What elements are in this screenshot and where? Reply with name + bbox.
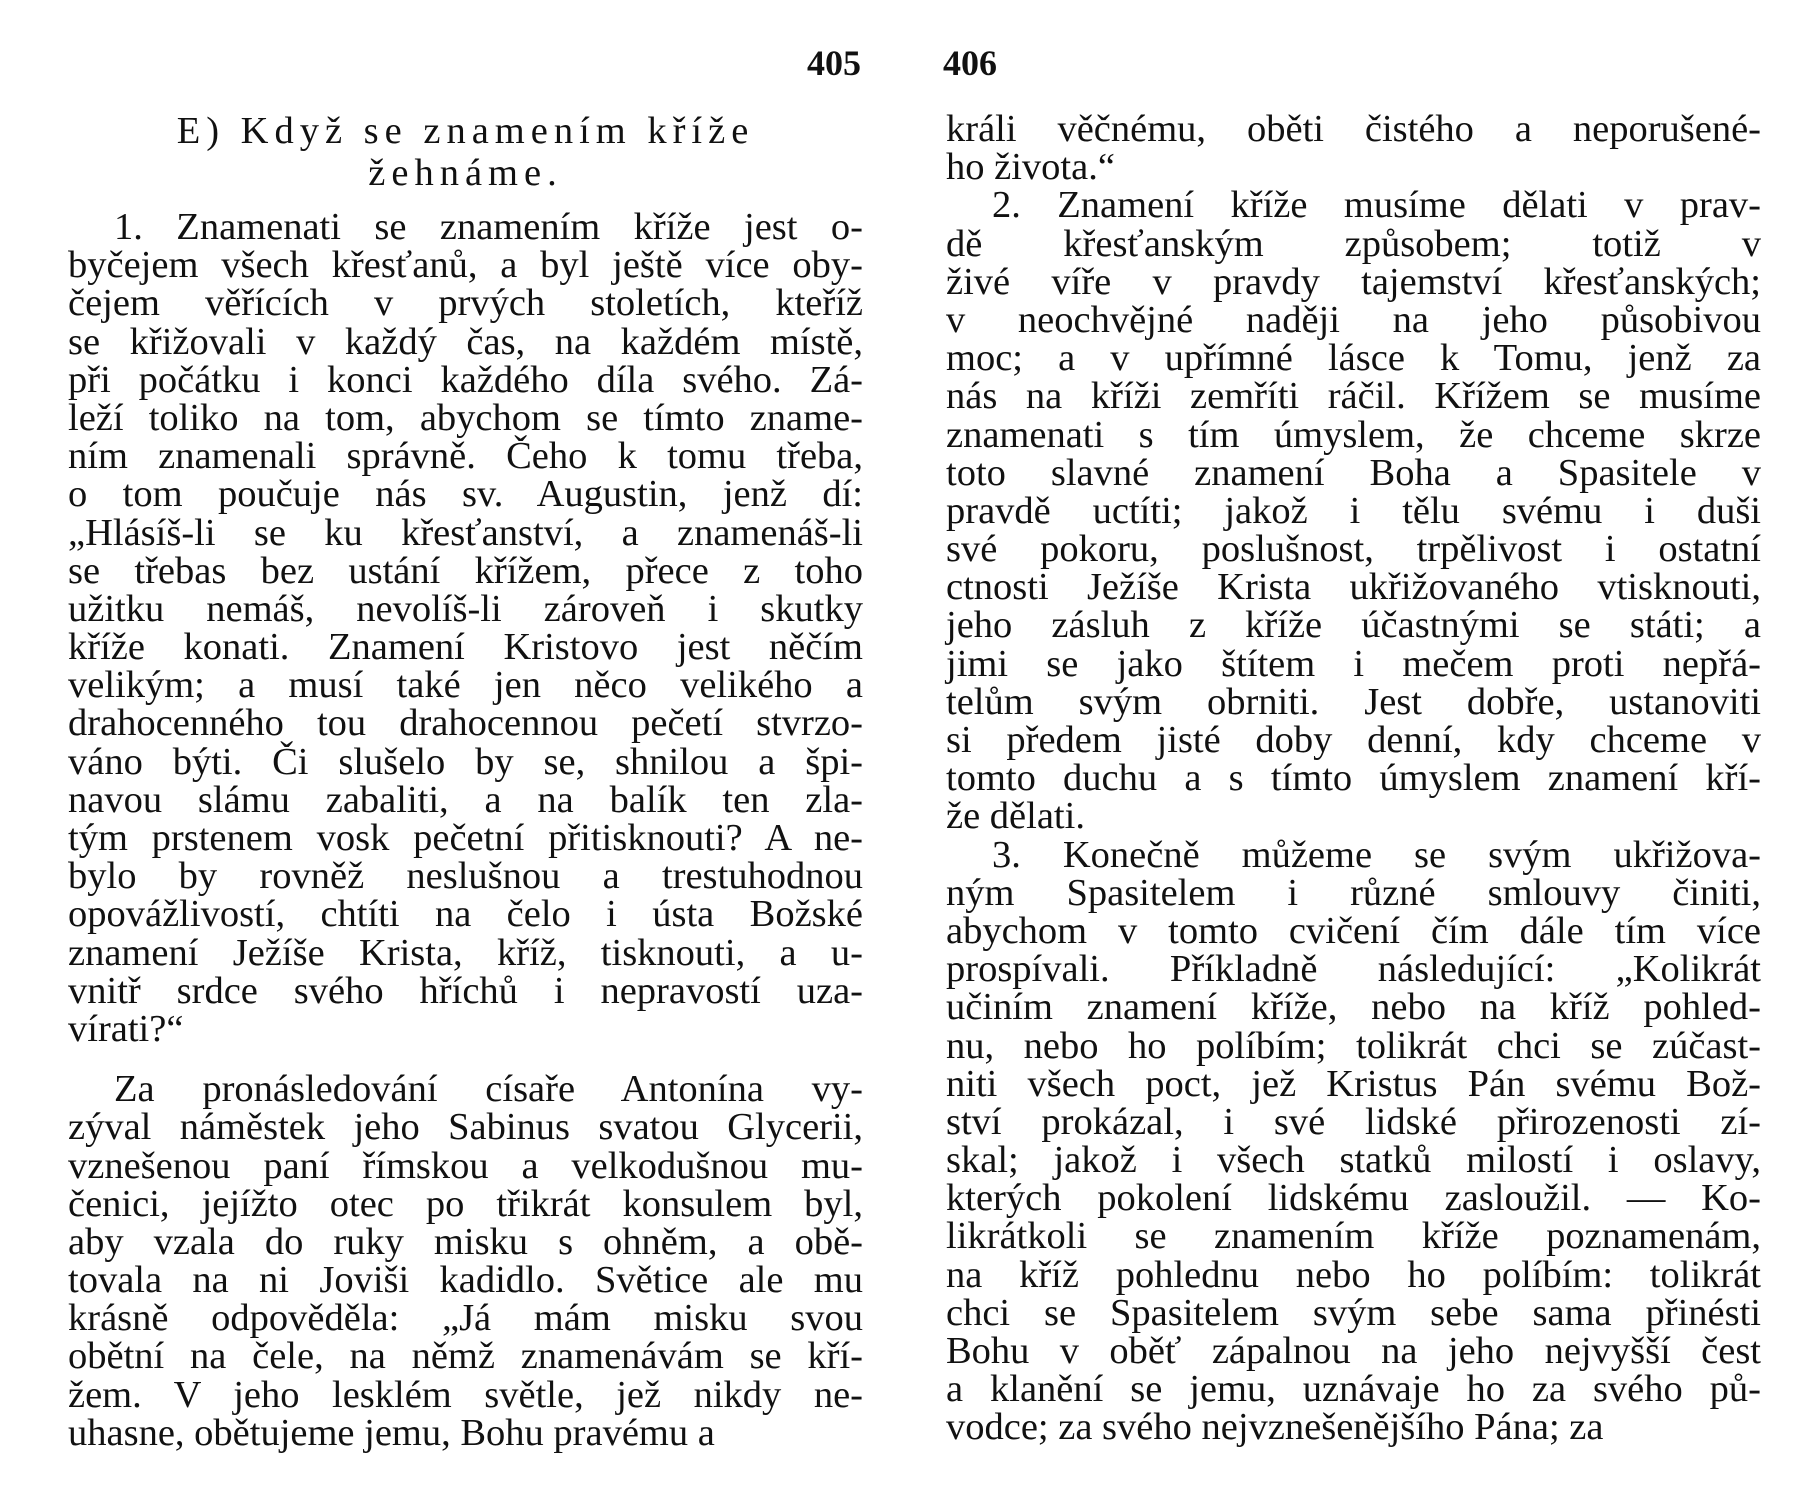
text-line: dě křesťanským způsobem; totiž v [946, 222, 1761, 265]
paragraph [946, 108, 1761, 189]
text-line: čenici, jejížto otec po třikrát konsulem byl, [68, 1182, 863, 1225]
text-line: vznešenou paní římskou a velkodušnou mu- [68, 1144, 863, 1187]
text-line: žem. V jeho lesklém světle, jež nikdy ne- [68, 1373, 863, 1416]
text-line: se třebas bez ustání křížem, přece z toho [68, 549, 863, 592]
page-number: 405 [807, 43, 861, 83]
text-line: Bohu v oběť zápalnou na jeho nejvyšší čest [946, 1330, 1761, 1372]
text-line: Za pronásledování císaře Antonína vy- [114, 1068, 863, 1111]
text-line: znamení Ježíše Krista, kříž, tisknouti, a u- [68, 931, 863, 974]
paragraph [946, 833, 1761, 1449]
paragraph [68, 208, 863, 1048]
text-line: ním znamenali správně. Čeho k tomu třeba, [68, 435, 863, 478]
text-line: o tom poučuje nás sv. Augustin, jenž dí: [68, 473, 863, 516]
text-line: toto slavné znamení Boha a Spasitele v [946, 451, 1761, 494]
left-text-column [68, 110, 863, 1452]
text-line: moc; a v upřímné lásce k Tomu, jenž za [946, 337, 1761, 380]
text-line: prospívali. Příkladně následující: „Kolikrát [946, 948, 1761, 991]
text-line: niti všech poct, jež Kristus Pán svému Bož- [946, 1062, 1761, 1105]
text-line: drahocenného tou drahocennou pečetí stvrzo- [68, 702, 863, 745]
text-line: ným Spasitelem i různé smlouvy činiti, [946, 871, 1761, 914]
text-line: a klanění se jemu, uznávaje ho za svého pů- [946, 1368, 1761, 1411]
text-line: nu, nebo ho políbím; tolikrát chci se zúčast- [946, 1024, 1761, 1067]
text-line: pravdě uctíti; jakož i tělu svému i duši [946, 489, 1761, 532]
text-line: na kříž pohlednu nebo ho políbím: tolikrát [946, 1253, 1761, 1296]
text-line: opovážlivostí, chtíti na čelo i ústa Božské [68, 893, 863, 936]
text-line: živé víře v pravdy tajemství křesťanských; [946, 260, 1761, 303]
text-line: králi věčnému, oběti čistého a neporušené- [946, 108, 1761, 150]
text-line: uhasne, obětujeme jemu, Bohu pravému a [68, 1411, 715, 1454]
text-line: při počátku i konci každého díla svého. Zá- [68, 358, 863, 401]
text-line: jimi se jako štítem i mečem proti nepřá- [946, 642, 1761, 685]
left-body-text [68, 208, 863, 1452]
text-line: ctnosti Ježíše Krista ukřižovaného vtisknouti, [946, 566, 1761, 609]
text-line: leží toliko na tom, abychom se tímto zname- [68, 396, 863, 439]
text-line: učiním znamení kříže, nebo na kříž pohled- [946, 986, 1761, 1029]
text-line: tým prstenem vosk pečetní přitisknouti? A ne- [68, 817, 863, 859]
text-line: ství prokázal, i své lidské přirozenosti zí- [946, 1100, 1761, 1143]
text-line: skal; jakož i všech statků milostí i oslavy, [946, 1139, 1761, 1182]
section-heading-line-2: žehnáme. [368, 152, 563, 194]
text-line: telům svým obrniti. Jest dobře, ustanoviti [946, 680, 1761, 723]
text-line: své pokoru, poslušnost, trpělivost i ostatní [946, 528, 1761, 571]
text-line: likrátkoli se znamením kříže poznamenám, [946, 1215, 1761, 1258]
text-line: vnitř srdce svého hříchů i nepravostí uza- [68, 969, 863, 1012]
text-line: užitku nemáš, nevolíš-li zároveň i skutky [68, 587, 863, 630]
text-line: vírati?“ [68, 1007, 184, 1050]
text-line: tomto duchu a s tímto úmyslem znamení kří- [946, 757, 1761, 800]
text-line: v neochvějné naději na jeho působivou [946, 298, 1761, 341]
text-line: abychom v tomto cvičení čím dále tím více [946, 909, 1761, 952]
text-line: jeho zásluh z kříže účastnými se státi; a [946, 604, 1761, 647]
text-line: ho života.“ [946, 146, 1115, 189]
page-number: 406 [943, 43, 997, 83]
text-line: kterých pokolení lidskému zasloužil. — Ko- [946, 1177, 1761, 1220]
text-line: vodce; za svého nejvznešenějšího Pána; za [946, 1406, 1604, 1449]
section-heading-line-1: E) Když se znamením kříže [176, 110, 755, 152]
text-line: „Hlásíš-li se ku křesťanství, a znamenáš-li [68, 511, 863, 554]
text-line: se křižovali v každý čas, na každém místě, [68, 320, 863, 363]
text-line: navou slámu zabaliti, a na balík ten zla- [68, 778, 863, 821]
paragraph [946, 184, 1761, 838]
text-line: si předem jisté doby denní, kdy chceme v [946, 719, 1761, 761]
text-line: 1. Znamenati se znamením kříže jest o- [114, 206, 863, 248]
text-line: kříže konati. Znamení Kristovo jest něčím [68, 626, 863, 669]
text-line: byčejem všech křesťanů, a byl ještě více oby- [68, 244, 863, 287]
text-line: aby vzala do ruky misku s ohněm, a obě- [68, 1220, 863, 1263]
text-line: nás na kříži zemříti ráčil. Křížem se musíme [946, 375, 1761, 418]
text-line: 3. Konečně můžeme se svým ukřižova- [992, 833, 1761, 876]
text-line: znamenati s tím úmyslem, že chceme skrze [946, 413, 1761, 456]
paragraph [68, 1070, 863, 1452]
text-line: čejem věřících v prvých stoletích, kteříž [68, 282, 863, 325]
text-line: že dělati. [946, 795, 1085, 838]
text-line: chci se Spasitelem svým sebe sama přinésti [946, 1291, 1761, 1334]
text-line: zýval náměstek jeho Sabinus svatou Glycerii, [68, 1106, 863, 1149]
text-line: bylo by rovněž neslušnou a trestuhodnou [68, 855, 863, 898]
text-line: velikým; a musí také jen něco velikého a [68, 664, 863, 707]
text-line: 2. Znamení kříže musíme dělati v prav- [992, 184, 1761, 227]
right-page [901, 0, 1802, 1500]
text-line: krásně odpověděla: „Já mám misku svou [68, 1297, 863, 1340]
text-line: tovala na ni Joviši kadidlo. Světice ale mu [68, 1259, 863, 1302]
right-text-column [946, 110, 1761, 1447]
text-line: obětní na čele, na němž znamenávám se kří- [68, 1335, 863, 1378]
right-body-text [946, 110, 1761, 1447]
text-line: váno býti. Či slušelo by se, shnilou a špi- [68, 740, 863, 783]
